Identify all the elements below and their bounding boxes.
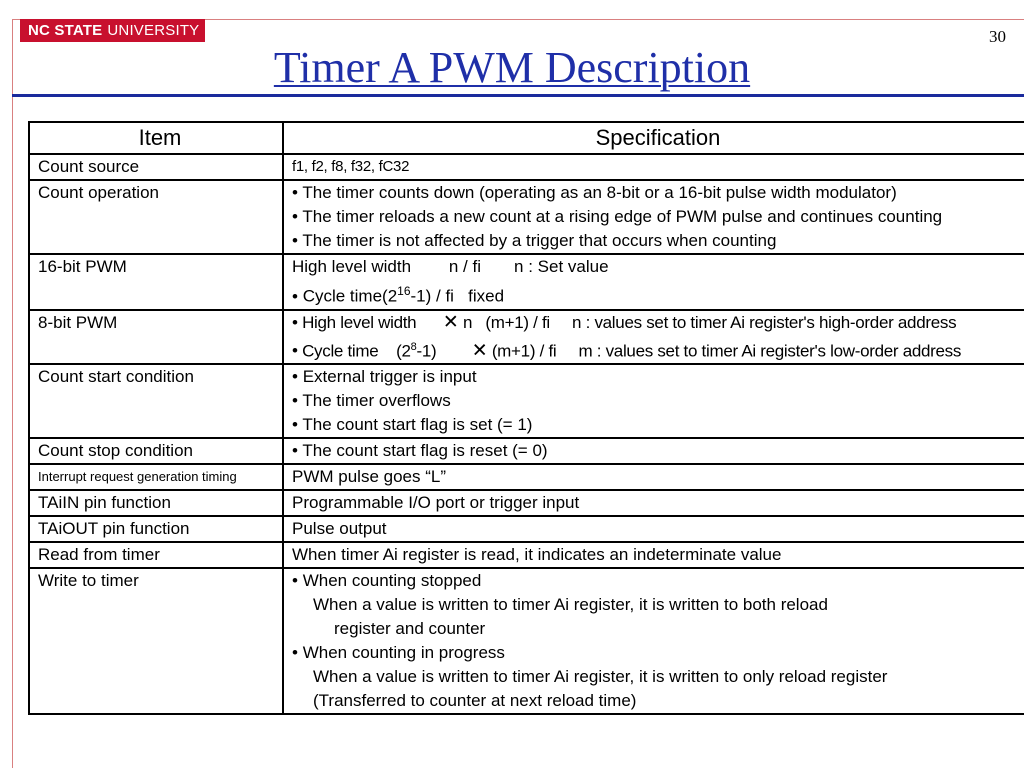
university-logo <box>20 19 205 42</box>
spec-text: -1) / fi fixed <box>410 286 505 306</box>
table-row <box>29 154 1024 180</box>
spec-line <box>292 311 1024 335</box>
left-margin-rule <box>12 19 13 768</box>
spec-line: • The count start flag is reset (= 0) <box>292 439 1024 463</box>
spec-cell <box>283 180 1024 254</box>
item-cell: Count operation <box>29 180 283 254</box>
spec-table <box>28 121 1024 715</box>
multiply-icon: ✕ <box>471 340 488 362</box>
spec-line: • The timer counts down (operating as an 8-bit or a 16-bit pulse width modulator) <box>292 181 1024 205</box>
superscript: 8 <box>410 340 417 353</box>
title-underline-rule <box>12 94 1024 97</box>
spec-line: • The timer reloads a new count at a rising edge of PWM pulse and continues counting <box>292 205 1024 229</box>
spec-text: (m+1) / fi m : values set to timer Ai register's low-order address <box>491 341 962 361</box>
header-item: Item <box>29 122 283 154</box>
spec-text: Cycle time(2 <box>302 286 398 306</box>
spec-cell <box>283 542 1024 568</box>
item-cell: Count start condition <box>29 364 283 438</box>
spec-line: • External trigger is input <box>292 365 1024 389</box>
spec-line: f1, f2, f8, f32, fC32 <box>292 158 410 175</box>
spec-line: (Transferred to counter at next reload time) <box>313 691 637 711</box>
spec-line: PWM pulse goes “L” <box>292 467 446 487</box>
spec-cell <box>283 490 1024 516</box>
slide-title-wrap <box>0 42 1024 94</box>
table-row <box>29 310 1024 365</box>
spec-line: • The count start flag is set (= 1) <box>292 413 1024 437</box>
spec-line: register and counter <box>334 619 486 639</box>
spec-line: When a value is written to timer Ai register, it is written to both reload <box>313 595 828 615</box>
item-cell: Count source <box>29 154 283 180</box>
item-cell: Count stop condition <box>29 438 283 464</box>
table-row <box>29 542 1024 568</box>
spec-cell <box>283 154 1024 180</box>
spec-line: • The timer overflows <box>292 389 1024 413</box>
table-row <box>29 254 1024 310</box>
spec-cell <box>283 516 1024 542</box>
spec-cell <box>283 364 1024 438</box>
spec-text: -1) <box>416 341 437 361</box>
item-cell: 8-bit PWM <box>29 310 283 365</box>
spec-cell <box>283 438 1024 464</box>
spec-line: Pulse output <box>292 519 387 539</box>
item-cell: Interrupt request generation timing <box>29 464 283 490</box>
spec-line: Programmable I/O port or trigger input <box>292 493 580 513</box>
superscript: 16 <box>397 284 411 298</box>
table-header-row <box>29 122 1024 154</box>
table-row <box>29 438 1024 464</box>
spec-text: Cycle time (2 <box>302 341 411 361</box>
item-cell: TAiOUT pin function <box>29 516 283 542</box>
spec-line <box>292 335 1024 364</box>
spec-line <box>292 279 1024 309</box>
spec-line: High level width n / fi n : Set value <box>292 257 609 276</box>
table-row <box>29 490 1024 516</box>
spec-line: When timer Ai register is read, it indicates an indeterminate value <box>292 545 782 565</box>
table-row <box>29 364 1024 438</box>
spec-cell <box>283 464 1024 490</box>
item-cell: Read from timer <box>29 542 283 568</box>
item-cell: Write to timer <box>29 568 283 714</box>
item-cell: TAiIN pin function <box>29 490 283 516</box>
spec-line: • When counting stopped <box>292 569 1024 593</box>
header-specification: Specification <box>283 122 1024 154</box>
spec-cell <box>283 310 1024 365</box>
multiply-icon: ✕ <box>442 311 459 333</box>
logo-bold-text: NC STATE <box>28 22 103 39</box>
spec-line: • The timer is not affected by a trigger that occurs when counting <box>292 229 1024 253</box>
table-row <box>29 180 1024 254</box>
spec-cell <box>283 568 1024 714</box>
spec-text: n (m+1) / fi n : values set to timer Ai register's high-order address <box>462 312 957 332</box>
spec-cell <box>283 254 1024 310</box>
spec-line: When a value is written to timer Ai register, it is written to only reload register <box>313 667 888 687</box>
table-row <box>29 464 1024 490</box>
item-cell: 16-bit PWM <box>29 254 283 310</box>
page-number: 30 <box>989 27 1006 46</box>
spec-line: • When counting in progress <box>292 641 1024 665</box>
slide-title: Timer A PWM Description <box>273 43 751 92</box>
logo-light-text: UNIVERSITY <box>107 22 200 39</box>
table-row <box>29 568 1024 714</box>
spec-text: High level width <box>302 312 417 332</box>
table-row <box>29 516 1024 542</box>
